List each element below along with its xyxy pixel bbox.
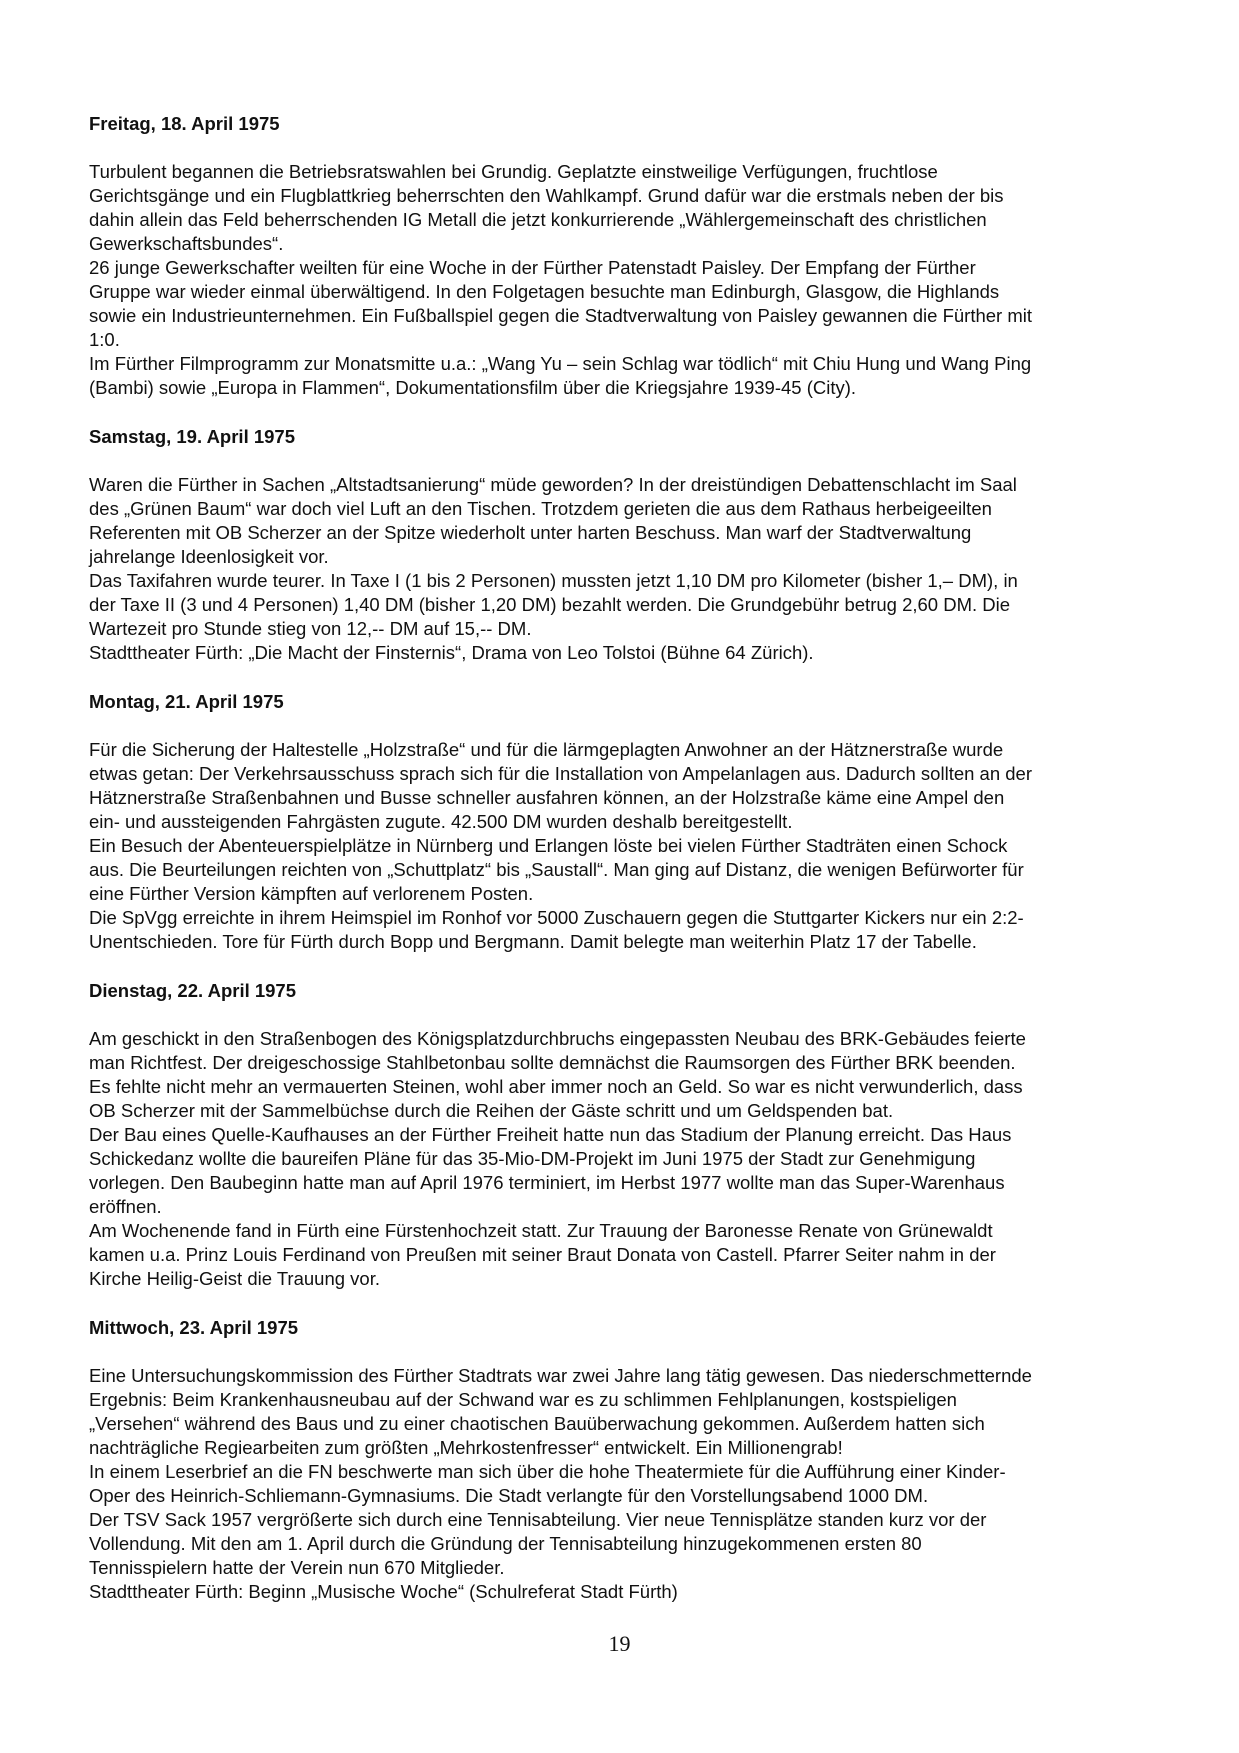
text-line: 26 junge Gewerkschafter weilten für eine Woche in der Fürther Patenstadt Paisley. Der Empfang der Fürther — [89, 257, 976, 278]
text-line: Eine Untersuchungskommission des Fürther Stadtrats war zwei Jahre lang tätig gewesen. Das niederschmetternde — [89, 1365, 1032, 1386]
text-line: eröffnen. — [89, 1196, 162, 1217]
text-line: Am Wochenende fand in Fürth eine Fürstenhochzeit statt. Zur Trauung der Baronesse Renate von Grünewaldt — [89, 1220, 993, 1241]
entry-date-heading: Montag, 21. April 1975 — [89, 691, 284, 712]
text-line: aus. Die Beurteilungen reichten von „Schuttplatz“ bis „Saustall“. Man ging auf Distanz, die wenigen Befürworter für — [89, 859, 1024, 880]
text-line: etwas getan: Der Verkehrsausschuss sprach sich für die Installation von Ampelanlagen aus. Dadurch sollten an der — [89, 763, 1033, 784]
text-line: Waren die Fürther in Sachen „Altstadtsanierung“ müde geworden? In der dreistündigen Debattenschlacht im Saal — [89, 474, 1017, 495]
text-line: Vollendung. Mit den am 1. April durch die Gründung der Tennisabteilung hinzugekommenen ersten 80 — [89, 1533, 922, 1554]
text-line: Am geschickt in den Straßenbogen des Königsplatzdurchbruchs eingepassten Neubau des BRK-Gebäudes feierte — [89, 1028, 1026, 1049]
text-line: Im Fürther Filmprogramm zur Monatsmitte u.a.: „Wang Yu – sein Schlag war tödlich“ mit Chiu Hung und Wang Ping — [89, 353, 1032, 374]
text-line: Oper des Heinrich-Schliemann-Gymnasiums. Die Stadt verlangte für den Vorstellungsabend 1000 DM. — [89, 1485, 929, 1506]
text-line: Gewerkschaftsbundes“. — [89, 233, 284, 254]
entry-spacer — [89, 400, 1179, 425]
text-line: Schickedanz wollte die baureifen Pläne für das 35-Mio-DM-Projekt im Juni 1975 der Stadt zur Genehmigung — [89, 1148, 976, 1169]
text-line: jahrelange Ideenlosigkeit vor. — [89, 546, 329, 567]
entry-date-heading: Mittwoch, 23. April 1975 — [89, 1317, 299, 1338]
entry-body — [89, 1027, 1179, 1291]
text-line: Unentschieden. Tore für Fürth durch Bopp und Bergmann. Damit belegte man weiterhin Platz 17 der Tabelle. — [89, 931, 977, 952]
text-line: man Richtfest. Der dreigeschossige Stahlbetonbau sollte demnächst die Raumsorgen des Fürther BRK beenden. — [89, 1052, 1016, 1073]
text-line: Hätznerstraße Straßenbahnen und Busse schneller ausfahren können, an der Holzstraße käme eine Ampel den — [89, 787, 1005, 808]
text-line: sowie ein Industrieunternehmen. Ein Fußballspiel gegen die Stadtverwaltung von Paisley gewannen die Fürther mit — [89, 305, 1033, 326]
entry-spacer — [89, 1291, 1179, 1316]
text-line: Die SpVgg erreichte in ihrem Heimspiel im Ronhof vor 5000 Zuschauern gegen die Stuttgarter Kickers nur ein 2:2- — [89, 907, 1024, 928]
entry-date-heading: Samstag, 19. April 1975 — [89, 426, 296, 447]
chronicle-entry — [89, 112, 1179, 425]
text-line: Wartezeit pro Stunde stieg von 12,-- DM auf 15,-- DM. — [89, 618, 532, 639]
text-line: vorlegen. Den Baubeginn hatte man auf April 1976 terminiert, im Herbst 1977 wollte man das Super-Warenhaus — [89, 1172, 1005, 1193]
text-line: Gruppe war wieder einmal überwältigend. In den Folgetagen besuchte man Edinburgh, Glasgow, die Highlands — [89, 281, 1000, 302]
text-line: (Bambi) sowie „Europa in Flammen“, Dokumentationsfilm über die Kriegsjahre 1939-45 (City). — [89, 377, 857, 398]
text-line: Ergebnis: Beim Krankenhausneubau auf der Schwand war es zu schlimmen Fehlplanungen, kostspieligen — [89, 1389, 957, 1410]
page-number: 19 — [608, 1631, 631, 1656]
text-line: Stadttheater Fürth: „Die Macht der Finsternis“, Drama von Leo Tolstoi (Bühne 64 Zürich). — [89, 642, 814, 663]
entry-spacer — [89, 954, 1179, 979]
text-line: kamen u.a. Prinz Louis Ferdinand von Preußen mit seiner Braut Donata von Castell. Pfarrer Seiter nahm in der — [89, 1244, 996, 1265]
entry-body — [89, 738, 1179, 954]
text-line: Das Taxifahren wurde teurer. In Taxe I (1 bis 2 Personen) mussten jetzt 1,10 DM pro Kilometer (bisher 1,– DM), in — [89, 570, 1018, 591]
entry-body — [89, 160, 1179, 400]
text-line: Ein Besuch der Abenteuerspielplätze in Nürnberg und Erlangen löste bei vielen Fürther Stadträten einen Schock — [89, 835, 1008, 856]
chronicle-entry — [89, 979, 1179, 1316]
text-line: eine Fürther Version kämpften auf verlorenem Posten. — [89, 883, 534, 904]
text-line: Es fehlte nicht mehr an vermauerten Steinen, wohl aber immer noch an Geld. So war es nicht verwunderlich, dass — [89, 1076, 1023, 1097]
text-line: Turbulent begannen die Betriebsratswahlen bei Grundig. Geplatzte einstweilige Verfügungen, fruchtlose — [89, 161, 938, 182]
text-line: Stadttheater Fürth: Beginn „Musische Woche“ (Schulreferat Stadt Fürth) — [89, 1581, 678, 1602]
text-line: Referenten mit OB Scherzer an der Spitze wiederholt unter harten Beschuss. Man warf der Stadtverwaltung — [89, 522, 972, 543]
chronicle-entry — [89, 425, 1179, 690]
chronicle-entry — [89, 690, 1179, 979]
text-line: OB Scherzer mit der Sammelbüchse durch die Reihen der Gäste schritt und um Geldspenden bat. — [89, 1100, 894, 1121]
text-line: Kirche Heilig-Geist die Trauung vor. — [89, 1268, 380, 1289]
entry-body — [89, 473, 1179, 665]
entry-spacer — [89, 665, 1179, 690]
text-line: nachträgliche Regiearbeiten zum größten „Mehrkostenfresser“ entwickelt. Ein Millionengrab! — [89, 1437, 843, 1458]
text-line: Gerichtsgänge und ein Flugblattkrieg beherrschten den Wahlkampf. Grund dafür war die erstmals neben der bis — [89, 185, 1004, 206]
text-line: Für die Sicherung der Haltestelle „Holzstraße“ und für die lärmgeplagten Anwohner an der Hätznerstraße wurde — [89, 739, 1004, 760]
text-line: In einem Leserbrief an die FN beschwerte man sich über die hohe Theatermiete für die Aufführung einer Kinder- — [89, 1461, 1006, 1482]
text-line: ein- und aussteigenden Fahrgästen zugute. 42.500 DM wurden deshalb bereitgestellt. — [89, 811, 793, 832]
text-line: 1:0. — [89, 329, 120, 350]
entry-date-heading: Freitag, 18. April 1975 — [89, 113, 280, 134]
text-line: Der Bau eines Quelle-Kaufhauses an der Fürther Freiheit hatte nun das Stadium der Planung erreicht. Das Haus — [89, 1124, 1012, 1145]
text-line: Der TSV Sack 1957 vergrößerte sich durch eine Tennisabteilung. Vier neue Tennisplätze standen kurz vor der — [89, 1509, 987, 1530]
text-line: Tennisspielern hatte der Verein nun 670 Mitglieder. — [89, 1557, 505, 1578]
text-line: „Versehen“ während des Baus und zu einer chaotischen Bauüberwachung gekommen. Außerdem hatten sich — [89, 1413, 985, 1434]
entry-date-heading: Dienstag, 22. April 1975 — [89, 980, 297, 1001]
chronicle-entry — [89, 1316, 1179, 1604]
chronicle-content — [89, 112, 1179, 1604]
text-line: der Taxe II (3 und 4 Personen) 1,40 DM (bisher 1,20 DM) bezahlt werden. Die Grundgebühr betrug 2,60 DM. Die — [89, 594, 1011, 615]
entry-body — [89, 1364, 1179, 1604]
text-line: dahin allein das Feld beherrschenden IG Metall die jetzt konkurrierende „Wählergemeinschaft des christlichen — [89, 209, 987, 230]
text-line: des „Grünen Baum“ war doch viel Luft an den Tischen. Trotzdem gerieten die aus dem Rathaus herbeigeeilten — [89, 498, 992, 519]
